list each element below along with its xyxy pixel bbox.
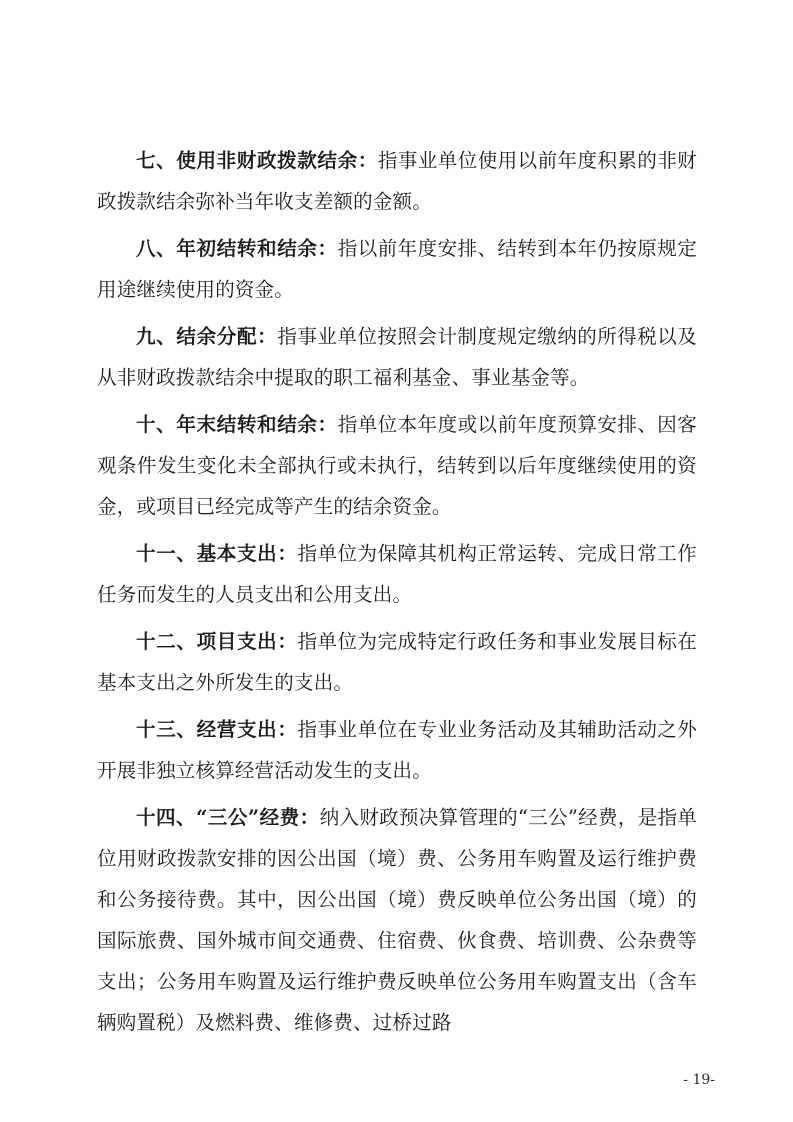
- paragraph-body: 指单位为保障其机构正常运转、完成日常工作任务而发生的人员支出和公用支出。: [97, 542, 697, 606]
- paragraph-lead: 七、使用非财政拨款结余：: [136, 149, 378, 172]
- paragraph-body: 指事业单位在专业业务活动及其辅助活动之外开展非独立核算经营活动发生的支出。: [97, 718, 697, 782]
- paragraph-lead: 十、年末结转和结余：: [136, 413, 338, 436]
- paragraph: [97, 709, 697, 791]
- paragraph: [97, 228, 697, 310]
- paragraph-body: 指单位本年度或以前年度预算安排、因客观条件发生变化未全部执行或未执行，结转到以后年度继续使用的资金，或项目已经完成等产生的结余资金。: [97, 413, 697, 518]
- paragraph-body: 指以前年度安排、结转到本年仍按原规定用途继续使用的资金。: [97, 237, 697, 301]
- document-body: [97, 140, 697, 1049]
- paragraph: [97, 316, 697, 398]
- paragraph-body: 指事业单位按照会计制度规定缴纳的所得税以及从非财政拨款结余中提取的职工福利基金、事业基金等。: [97, 325, 697, 389]
- paragraph-body: 指单位为完成特定行政任务和事业发展目标在基本支出之外所发生的支出。: [97, 630, 697, 694]
- paragraph-body: 指事业单位使用以前年度积累的非财政拨款结余弥补当年收支差额的金额。: [97, 149, 697, 213]
- paragraph: [97, 533, 697, 615]
- paragraph: [97, 797, 697, 1043]
- paragraph-lead: 八、年初结转和结余：: [136, 237, 338, 260]
- paragraph: [97, 404, 697, 527]
- paragraph-lead: 九、结余分配：: [136, 325, 278, 348]
- paragraph-lead: 十二、项目支出：: [136, 630, 298, 653]
- paragraph: [97, 621, 697, 703]
- paragraph-lead: 十三、经营支出：: [136, 718, 298, 741]
- paragraph-lead: 十四、“三公”经费：: [136, 806, 320, 829]
- paragraph-body: 纳入财政预决算管理的“三公”经费，是指单位用财政拨款安排的因公出国（境）费、公务用车购置及运行维护费和公务接待费。其中，因公出国（境）费反映单位公务出国（境）的国际旅费、国外城市间交通费、住宿费、伙食费、培训费、公杂费等支出；公务用车购置及运行维护费反映单位公务用车购置支出（含车辆购置税）及燃料费、维修费、过桥过路: [97, 806, 697, 1034]
- page-number: - 19-: [683, 1072, 715, 1088]
- paragraph-lead: 十一、基本支出：: [136, 542, 298, 565]
- paragraph: [97, 140, 697, 222]
